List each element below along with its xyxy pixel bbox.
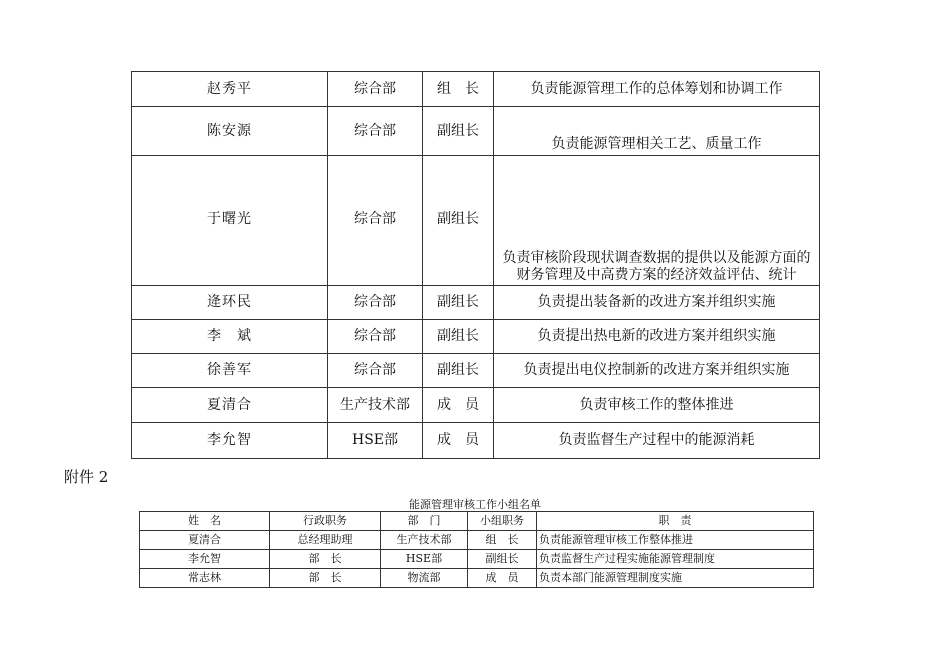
member-duty: 负责审核阶段现状调查数据的提供以及能源方面的财务管理及中高费方案的经济效益评估、统计 <box>494 156 820 286</box>
member-dept: 生产技术部 <box>328 388 423 423</box>
column-header-position: 行政职务 <box>270 512 381 531</box>
member-dept: 综合部 <box>328 156 423 286</box>
table-row <box>132 423 820 459</box>
member-name: 夏清合 <box>140 531 270 550</box>
column-header-duty: 职 责 <box>537 512 814 531</box>
member-name: 夏清合 <box>132 388 328 423</box>
header-row <box>140 512 814 531</box>
member-duty: 负责提出电仪控制新的改进方案并组织实施 <box>494 354 820 388</box>
member-duty: 负责审核工作的整体推进 <box>494 388 820 423</box>
member-dept: 综合部 <box>328 320 423 354</box>
team-duties-table <box>131 71 820 459</box>
member-name: 李 斌 <box>132 320 328 354</box>
appendix-label: 附件 2 <box>64 468 109 486</box>
member-name: 于曙光 <box>132 156 328 286</box>
member-position: 部 长 <box>270 550 381 569</box>
column-header-dept: 部 门 <box>381 512 468 531</box>
member-duty: 负责提出热电新的改进方案并组织实施 <box>494 320 820 354</box>
member-role: 副组长 <box>423 156 494 286</box>
member-dept: 生产技术部 <box>381 531 468 550</box>
table-row <box>132 156 820 286</box>
member-duty: 负责能源管理工作的总体筹划和协调工作 <box>494 72 820 107</box>
table-row <box>132 388 820 423</box>
member-duty: 负责能源管理审核工作整体推进 <box>537 531 814 550</box>
member-position: 部 长 <box>270 569 381 588</box>
member-dept: HSE部 <box>328 423 423 459</box>
table-row <box>132 320 820 354</box>
member-duty: 负责监督生产过程实施能源管理制度 <box>537 550 814 569</box>
column-header-name: 姓 名 <box>140 512 270 531</box>
member-position: 总经理助理 <box>270 531 381 550</box>
member-name: 李允智 <box>132 423 328 459</box>
member-role: 副组长 <box>423 354 494 388</box>
member-dept: 综合部 <box>328 286 423 320</box>
table-row <box>132 286 820 320</box>
member-role: 组 长 <box>423 72 494 107</box>
audit-team-table <box>139 511 814 588</box>
member-duty: 负责本部门能源管理制度实施 <box>537 569 814 588</box>
member-role: 组 长 <box>468 531 537 550</box>
member-name: 陈安源 <box>132 107 328 156</box>
table-row <box>132 72 820 107</box>
table-title: 能源管理审核工作小组名单 <box>409 498 541 511</box>
member-name: 赵秀平 <box>132 72 328 107</box>
member-dept: HSE部 <box>381 550 468 569</box>
table-row <box>140 550 814 569</box>
member-role: 成 员 <box>423 388 494 423</box>
member-duty: 负责提出装备新的改进方案并组织实施 <box>494 286 820 320</box>
member-dept: 综合部 <box>328 72 423 107</box>
member-duty: 负责能源管理相关工艺、质量工作 <box>494 107 820 156</box>
table-row <box>132 354 820 388</box>
member-dept: 综合部 <box>328 107 423 156</box>
member-role: 成 员 <box>468 569 537 588</box>
table-row <box>132 107 820 156</box>
member-name: 李允智 <box>140 550 270 569</box>
member-role: 副组长 <box>468 550 537 569</box>
member-name: 徐善军 <box>132 354 328 388</box>
member-duty: 负责监督生产过程中的能源消耗 <box>494 423 820 459</box>
member-name: 常志林 <box>140 569 270 588</box>
member-name: 逄环民 <box>132 286 328 320</box>
table-row <box>140 569 814 588</box>
member-role: 副组长 <box>423 107 494 156</box>
member-dept: 综合部 <box>328 354 423 388</box>
table-row <box>140 531 814 550</box>
member-role: 副组长 <box>423 286 494 320</box>
member-role: 副组长 <box>423 320 494 354</box>
column-header-role: 小组职务 <box>468 512 537 531</box>
member-role: 成 员 <box>423 423 494 459</box>
member-dept: 物流部 <box>381 569 468 588</box>
